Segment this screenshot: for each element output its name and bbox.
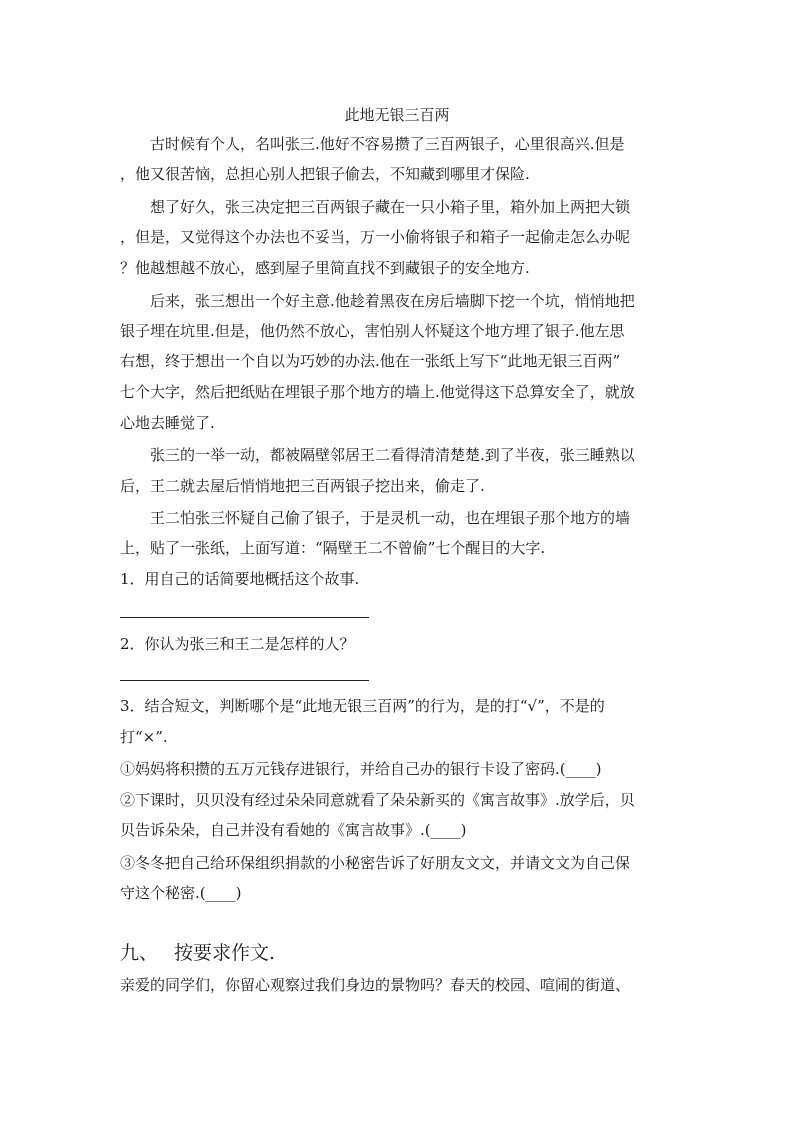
passage-line-3: 想了好久，张三决定把三百两银子藏在一只小箱子里，箱外加上两把大锁: [120, 198, 631, 216]
option-3-line-1: ③冬冬把自己给环保组织捐款的小秘密告诉了好朋友文文，并请文文为自己保: [120, 854, 631, 872]
passage-line-9: 七个大字，然后把纸贴在埋银子那个地方的墙上.他觉得这下总算安全了，就放: [120, 383, 635, 401]
option-2-line-2: [120, 819, 467, 841]
section-9-title: 按要求作文.: [174, 942, 276, 964]
question-3-line-1: 3．结合短文，判断哪个是“此地无银三百两”的行为，是的打“√”，不是的: [120, 697, 605, 715]
option-1: [120, 758, 602, 780]
passage-line-1: 古时候有个人，名叫张三.他好不容易攒了三百两银子，心里很高兴.但是: [120, 135, 625, 153]
section-9-intro: 亲爱的同学们，你留心观察过我们身边的景物吗？春天的校园、喧闹的街道、: [120, 976, 631, 994]
passage-line-12: 后，王二就去屋后悄悄地把三百两银子挖出来，偷走了.: [120, 477, 485, 495]
passage-line-5: ？他越想越不放心，感到屋子里简直找不到藏银子的安全地方.: [120, 259, 530, 277]
passage-line-10: 心地去睡觉了.: [120, 414, 215, 432]
option-2-answer-blank[interactable]: (____): [424, 821, 467, 839]
question-3-line-2: 打“×”.: [120, 728, 168, 746]
passage-line-4: ，但是，又觉得这个办法也不妥当，万一小偷将银子和箱子一起偷走怎么办呢: [120, 228, 631, 246]
option-1-text: ①妈妈将积攒的五万元钱存进银行，并给自己办的银行卡设了密码.: [120, 760, 560, 778]
question-2: 2．你认为张三和王二是怎样的人？: [120, 635, 355, 653]
option-3-text: 守这个秘密.: [120, 884, 200, 902]
question-1: 1．用自己的话简要地概括这个故事.: [120, 570, 360, 588]
passage-line-14: 上，贴了一张纸，上面写道：“隔壁王二不曾偷”七个醒目的大字.: [120, 539, 546, 557]
passage-line-7: 银子埋在坑里.但是，他仍然不放心，害怕别人怀疑这个地方埋了银子.他左思: [120, 322, 625, 340]
answer-line-1[interactable]: [120, 617, 369, 618]
option-1-answer-blank[interactable]: (____): [559, 760, 602, 778]
passage-line-2: ，他又很苦恼，总担心别人把银子偷去，不知藏到哪里才保险.: [120, 165, 530, 183]
page-title: 此地无银三百两: [344, 106, 450, 124]
option-3-line-2: [120, 882, 242, 904]
option-3-answer-blank[interactable]: (____): [199, 884, 242, 902]
option-2-line-1: ②下课时，贝贝没有经过朵朵同意就看了朵朵新买的《寓言故事》.放学后，贝: [120, 791, 635, 809]
answer-line-2[interactable]: [120, 680, 369, 681]
section-9-heading: [120, 940, 275, 966]
section-9-number: 九、: [120, 942, 159, 964]
passage-line-6: 后来，张三想出一个好主意.他趁着黑夜在房后墙脚下挖一个坑，悄悄地把: [120, 292, 635, 310]
option-2-text: 贝告诉朵朵，自己并没有看她的《寓言故事》.: [120, 821, 425, 839]
passage-line-8: 右想，终于想出一个自以为巧妙的办法.他在一张纸上写下“此地无银三百两”: [120, 352, 621, 370]
passage-line-13: 王二怕张三怀疑自己偷了银子，于是灵机一动，也在埋银子那个地方的墙: [120, 509, 631, 527]
passage-line-11: 张三的一举一动，都被隔壁邻居王二看得清清楚楚.到了半夜，张三睡熟以: [120, 446, 635, 464]
